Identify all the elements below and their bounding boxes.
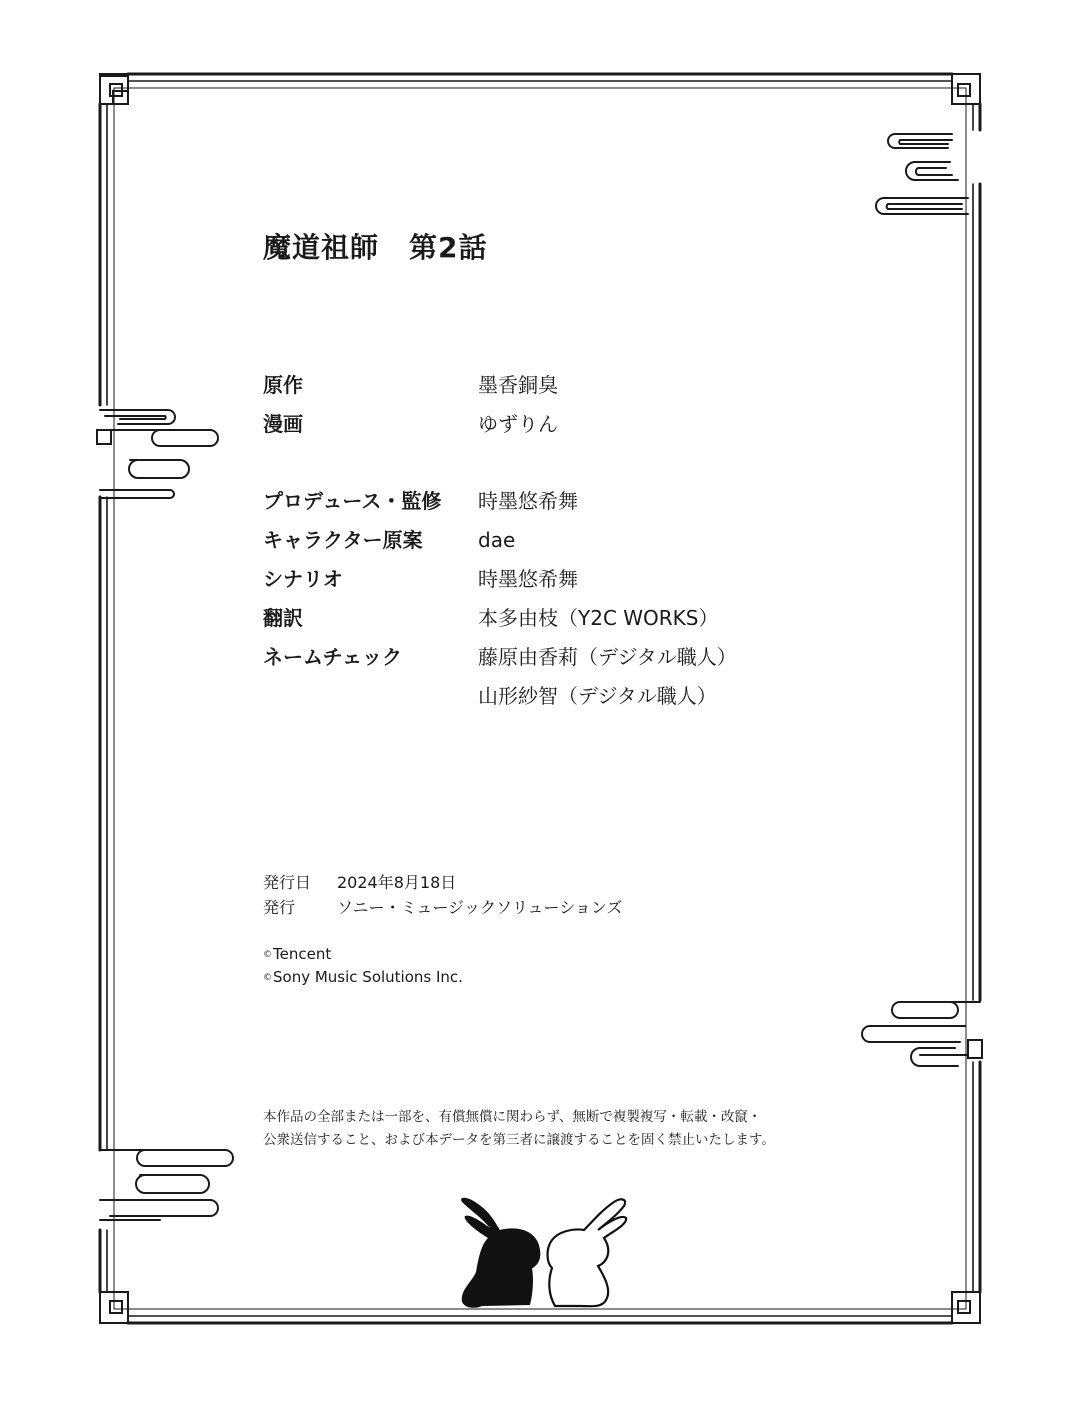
credit-name: 山形紗智（デジタル職人） [478, 684, 717, 708]
credit-name: 時墨悠希舞 [478, 489, 578, 513]
copyright-holder: Sony Music Solutions Inc. [273, 968, 463, 986]
publication-date-label: 発行日 [263, 873, 312, 892]
copyright-line [263, 966, 463, 989]
credit-name: ゆずりん [478, 412, 558, 436]
episode-title: 第2話 [409, 231, 488, 264]
copyright-block [263, 943, 463, 989]
legal-notice-line: 本作品の全部または一部を、有償無償に関わらず、無断で複製複写・転載・改竄・ [263, 1109, 762, 1125]
copyright-symbol: © [263, 973, 272, 983]
copyright-symbol: © [263, 950, 272, 960]
publisher-name: ソニー・ミュージックソリューションズ [337, 898, 623, 917]
copyright-holder: Tencent [273, 945, 332, 963]
white-rabbit-icon [548, 1199, 627, 1306]
publisher-line [263, 895, 622, 920]
legal-notice-line: 公衆送信すること、および本データを第三者に譲渡することを固く禁止いたします。 [263, 1132, 775, 1148]
work-title: 魔道祖師 [263, 231, 380, 264]
credit-role: 原作 [263, 373, 303, 397]
publication-date: 2024年8月18日 [337, 873, 457, 892]
publication-info [263, 870, 622, 920]
credit-role: ネームチェック [263, 645, 402, 669]
credit-name: dae [478, 528, 516, 552]
credit-name: 本多由枝（Y2C WORKS） [478, 606, 719, 630]
credit-name: 時墨悠希舞 [478, 567, 578, 591]
page-title [263, 226, 488, 266]
publisher-label: 発行 [263, 898, 296, 917]
credit-role: 翻訳 [263, 606, 303, 630]
credit-role: シナリオ [263, 567, 343, 591]
black-rabbit-icon [461, 1198, 540, 1308]
publication-date-line [263, 870, 622, 895]
credit-role: 漫画 [263, 412, 303, 436]
legal-notice [263, 1106, 775, 1152]
credit-name: 墨香銅臭 [478, 373, 558, 397]
credit-role: プロデュース・監修 [263, 489, 442, 513]
credit-role: キャラクター原案 [263, 528, 423, 552]
credit-name: 藤原由香莉（デジタル職人） [478, 645, 737, 669]
copyright-line [263, 943, 463, 966]
